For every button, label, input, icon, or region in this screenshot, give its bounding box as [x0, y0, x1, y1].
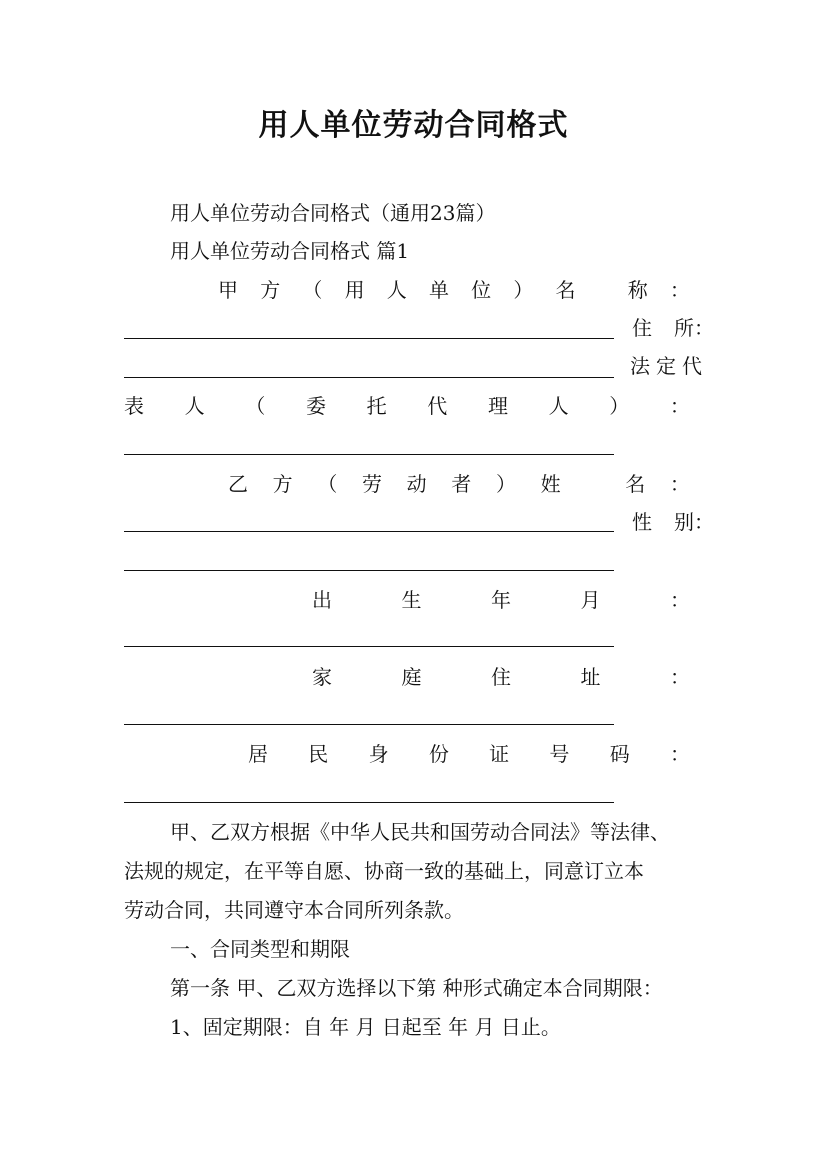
home-address-blank: [124, 724, 614, 725]
party-a-name-label: 甲 方 （ 用 人 单 位 ） 名 称 ：: [218, 278, 690, 302]
legal-rep-blank: [124, 454, 614, 455]
document-title: 用人单位劳动合同格式: [258, 108, 569, 143]
party-b-name-blank: [124, 531, 614, 532]
party-a-address-label: 住 所：: [632, 316, 714, 340]
legal-rep-label-line1: 法 定 代: [630, 354, 702, 378]
id-number-label: 居 民 身 份 证 号 码 ：: [248, 742, 690, 766]
party-b-name-label: 乙 方 （ 劳 动 者 ） 姓 名 ：: [228, 472, 690, 496]
chapter-one-heading: 一、合同类型和期限: [170, 937, 350, 961]
birth-label: 出 生 年 月 ：: [312, 588, 690, 612]
gender-label: 性 别：: [632, 510, 714, 534]
party-a-name-blank: [124, 338, 614, 339]
preamble-line-1: 甲、乙双方根据《中华人民共和国劳动合同法》等法律、: [170, 820, 670, 844]
birth-blank: [124, 646, 614, 647]
party-a-address-blank: [124, 377, 614, 378]
document-subtitle: 用人单位劳动合同格式（通用23篇）: [170, 201, 496, 225]
preamble-line-2: 法规的规定，在平等自愿、协商一致的基础上，同意订立本: [124, 859, 644, 883]
section-heading: 用人单位劳动合同格式 篇1: [170, 239, 410, 263]
id-number-blank: [124, 802, 614, 803]
gender-blank: [124, 570, 614, 571]
clause-one: 1、固定期限：自 年 月 日起至 年 月 日止。: [170, 1015, 561, 1039]
article-one: 第一条 甲、乙双方选择以下第 种形式确定本合同期限：: [170, 976, 663, 1000]
preamble-line-3: 劳动合同，共同遵守本合同所列条款。: [124, 898, 464, 922]
legal-rep-label-line2: 表 人 （ 委 托 代 理 人 ） ：: [124, 394, 690, 418]
home-address-label: 家 庭 住 址 ：: [312, 665, 690, 689]
